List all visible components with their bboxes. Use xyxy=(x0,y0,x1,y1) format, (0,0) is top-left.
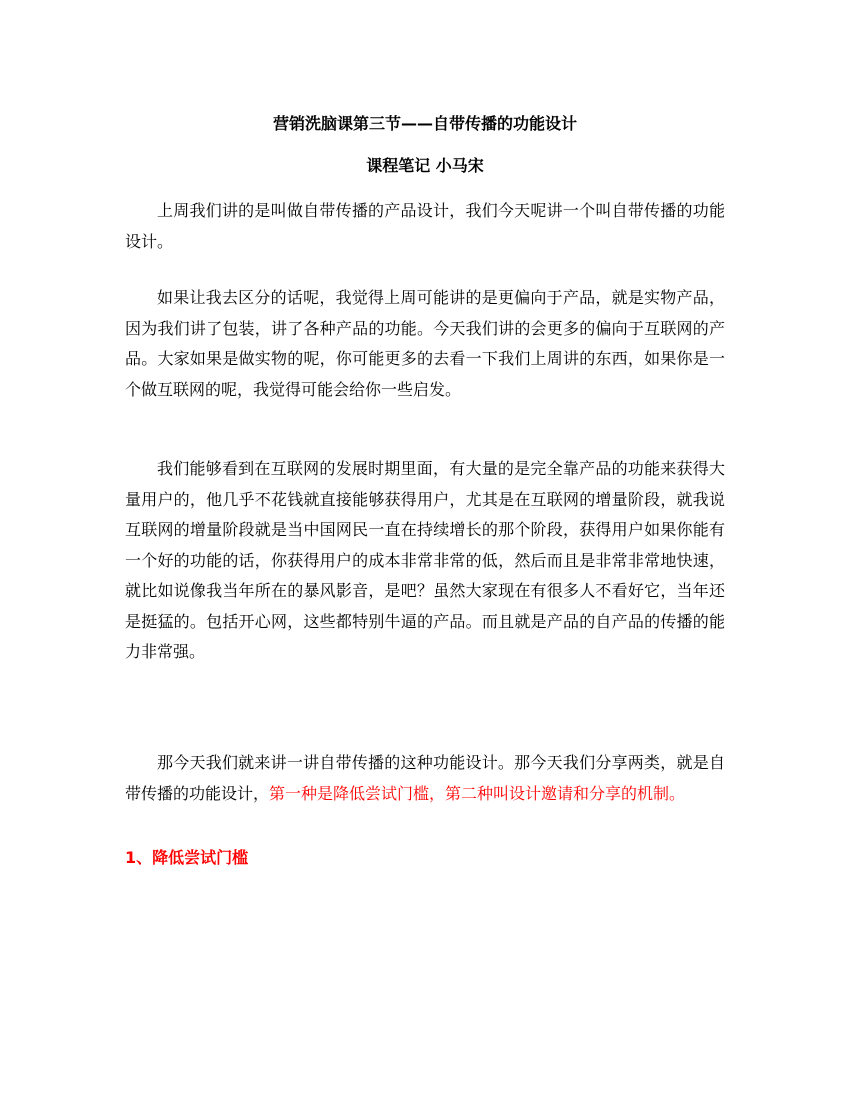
document-title: 营销洗脑课第三节——自带传播的功能设计 xyxy=(272,114,577,133)
paragraph-4 xyxy=(125,748,725,809)
document-subtitle: 课程笔记 小马宋 xyxy=(366,156,484,175)
paragraph-3: 我们能够看到在互联网的发展时期里面，有大量的是完全靠产品的功能来获得大量用户的，他几乎不花钱就直接能够获得用户，尤其是在互联网的增量阶段，就我说互联网的增量阶段就是当中国网民一直在持续增长的那个阶段，获得用户如果你能有一个好的功能的话，你获得用户的成本非常非常的低，然后而且是非常非常地快速，就比如说像我当年所在的暴风影音，是吧？虽然大家现在有很多人不看好它，当年还是挺猛的。包括开心网，这些都特别牛逼的产品。而且就是产品的自产品的传播的能力非常强。 xyxy=(125,459,725,661)
paragraph-2: 如果让我去区分的话呢，我觉得上周可能讲的是更偏向于产品，就是实物产品，因为我们讲了包装，讲了各种产品的功能。今天我们讲的会更多的偏向于互联网的产品。大家如果是做实物的呢，你可能更多的去看一下我们上周讲的东西，如果你是一个做互联网的呢，我觉得可能会给你一些启发。 xyxy=(125,288,725,399)
paragraph-4-highlight: 第一种是降低尝试门槛，第二种叫设计邀请和分享的机制。 xyxy=(269,783,686,803)
paragraph-1: 上周我们讲的是叫做自带传播的产品设计，我们今天呢讲一个叫自带传播的功能设计。 xyxy=(125,201,725,251)
paragraph-4-text: 那今天我们就来讲一讲自带传播的这种功能设计。那今天我们分享两类，就是自带传播的功能设计， xyxy=(125,753,725,803)
section-heading: 1、降低尝试门槛 xyxy=(125,848,249,867)
